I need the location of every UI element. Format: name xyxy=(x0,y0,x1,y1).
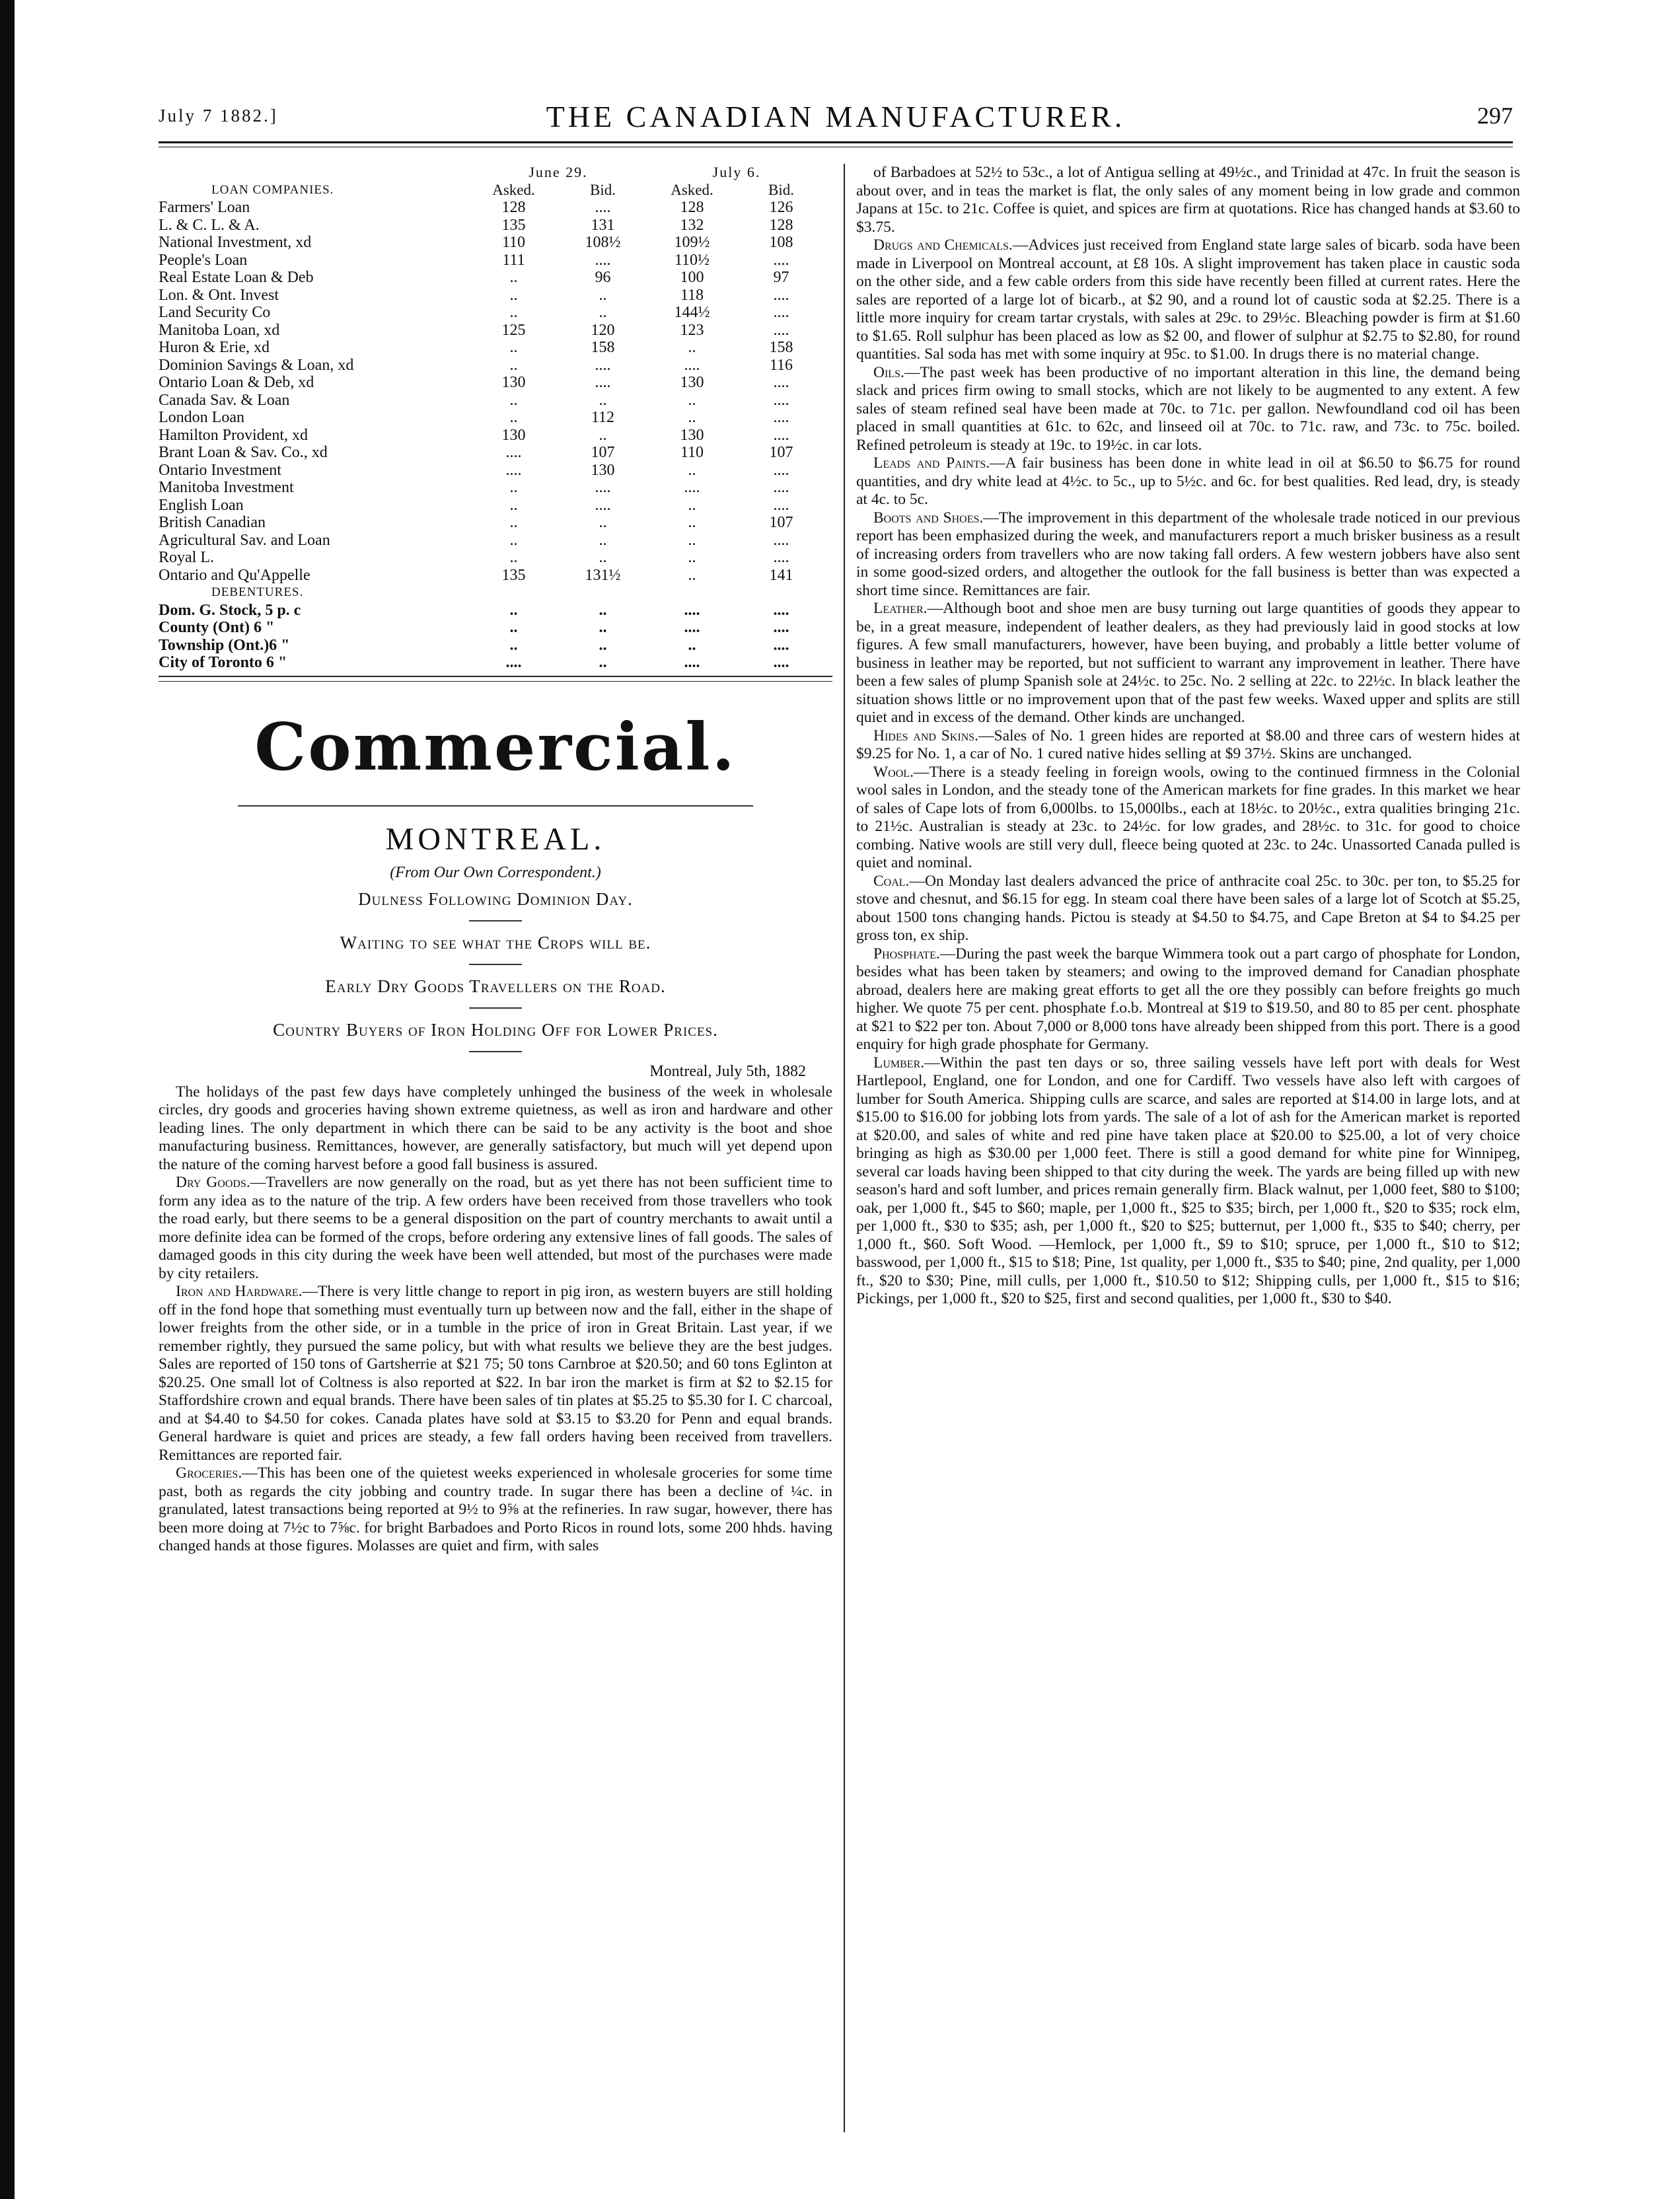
headline-rule xyxy=(469,1051,522,1052)
asked-value: .. xyxy=(509,531,518,549)
asked-value: .. xyxy=(509,601,518,619)
asked-value: .... xyxy=(505,444,522,461)
headline: Dulness Following Dominion Day. xyxy=(358,888,633,909)
table-row xyxy=(159,637,826,655)
asked-value: 144½ xyxy=(674,304,710,321)
asked-value: 110 xyxy=(680,444,704,461)
bid-value: .... xyxy=(773,479,789,496)
bid-value: .... xyxy=(773,426,789,444)
article-paragraph xyxy=(856,454,1520,509)
company-name: Land Security Co xyxy=(159,304,271,321)
table-row xyxy=(159,532,826,550)
article-paragraph xyxy=(856,364,1520,455)
paragraph-text: The holidays of the past few days have completely unhinged the business of the week in wholesale circles, dry goods and groceries having shown extreme quietness, as well as iron and hardware and other leading lines. The only department in which there can be said to be any activity is the boot and shoe manufacturing business. Remittances, however, are generally satisfactory, but much will yet depend upon the nature of the coming harvest before a good fall business is assured. xyxy=(159,1083,832,1173)
heading-rule xyxy=(238,805,753,807)
col-asked: Asked. xyxy=(671,181,713,198)
table-row xyxy=(159,514,826,532)
bid-value: .. xyxy=(599,654,607,671)
paragraph-text: —Although boot and shoe men are busy turning out large quantities of goods they appear to be, in a great measure, independent of leather dealers, as they had previously laid in good stocks at low figures. A few small manufacturers, however, have been buying, and probably a little better volume of business in leather may be reported, but not sufficient to warrant any improvement in leather. There have been a few sales of plump Spanish sole at 24½c. to 25c. No. 2 selling at 22c. to 22½c. In black leather the situation shows little or no improvement upon that of the past few weeks. Waxed upper and splits are still quiet and in excess of the demand. Other kinds are unchanged. xyxy=(856,600,1520,726)
right-column xyxy=(856,164,1520,2145)
bid-value: .... xyxy=(595,199,611,216)
asked-value: .... xyxy=(505,654,522,671)
table-row xyxy=(159,357,826,375)
company-name: Manitoba Investment xyxy=(159,479,294,496)
bid-value: 112 xyxy=(591,409,615,426)
bid-value: .. xyxy=(599,619,607,636)
bid-value: .... xyxy=(773,619,789,636)
asked-value: .. xyxy=(509,286,518,304)
column-divider xyxy=(844,164,845,2132)
asked-value: .. xyxy=(509,409,518,426)
bid-value: 107 xyxy=(769,444,793,461)
asked-value: 135 xyxy=(501,216,526,234)
debentures-label: DEBENTURES. xyxy=(211,585,304,599)
table-row xyxy=(159,549,826,567)
article-paragraph xyxy=(856,945,1520,1054)
bid-value: .... xyxy=(773,636,789,654)
page-header xyxy=(159,99,1513,133)
company-name: Ontario Investment xyxy=(159,461,281,479)
paragraph-text: —There is a steady feeling in foreign wools, owing to the continued firmness in the Colonial wool sales in London, and the steady tone of the American markets for fine grades. In this market we hear of sales of Cape lots of from 6,000lbs. to 15,000lbs., each at 18½c. to 20½c., extra qualities bringing 21c. to 21½c. Australian is steady at 23c. to 24½c. for low grades, and 28½c. to 31c. for good to choice combing. Native wools are still very dull, fleece being quoted at 23c. to 24c. Unassorted Canada pulled is quiet and nominal. xyxy=(856,763,1520,871)
table-end-rule-thin xyxy=(159,681,832,682)
asked-value: .. xyxy=(688,391,696,409)
bid-value: .. xyxy=(599,636,607,654)
asked-value: .. xyxy=(509,636,518,654)
issue-date: July 7 1882.] xyxy=(159,106,278,126)
table-row xyxy=(159,304,826,322)
asked-value: .. xyxy=(509,619,518,636)
company-name: Ontario Loan & Deb, xd xyxy=(159,374,314,391)
paragraph-lead: Drugs and Chemicals. xyxy=(873,236,1013,254)
table-row xyxy=(159,287,826,305)
company-name: County (Ont) 6 " xyxy=(159,619,275,636)
asked-value: 130 xyxy=(501,426,526,444)
headline-rule xyxy=(469,964,522,965)
col-bid: Bid. xyxy=(590,181,616,198)
article-paragraph xyxy=(856,236,1520,364)
bid-value: 120 xyxy=(591,321,615,339)
paragraph-lead: Hides and Skins. xyxy=(873,727,979,744)
company-name: Farmers' Loan xyxy=(159,199,250,216)
bid-value: 96 xyxy=(595,269,611,286)
company-name: Hamilton Provident, xd xyxy=(159,426,308,444)
asked-value: 111 xyxy=(502,251,525,269)
asked-value: 109½ xyxy=(674,234,710,251)
bid-value: .. xyxy=(599,549,607,566)
paragraph-lead: Boots and Shoes. xyxy=(873,509,984,526)
asked-value: 128 xyxy=(680,199,704,216)
asked-value: .. xyxy=(688,461,696,479)
table-row xyxy=(159,427,826,445)
bid-value: 116 xyxy=(769,356,793,374)
article-paragraph xyxy=(856,1054,1520,1309)
paragraph-lead: Phosphate. xyxy=(873,945,940,962)
asked-value: .. xyxy=(688,636,696,654)
table-row xyxy=(159,409,826,427)
asked-value: .. xyxy=(688,531,696,549)
paragraph-lead: Coal. xyxy=(873,872,910,890)
bid-value: .... xyxy=(773,304,789,321)
table-row xyxy=(159,619,826,637)
bid-value: 141 xyxy=(769,566,793,584)
headline-rule xyxy=(469,920,522,921)
asked-value: .. xyxy=(688,566,696,584)
asked-value: .... xyxy=(684,654,700,671)
date-column-2: July 6. xyxy=(712,164,761,180)
bid-value: .. xyxy=(599,304,607,321)
asked-value: .. xyxy=(509,269,518,286)
asked-value: .. xyxy=(509,549,518,566)
bid-value: .... xyxy=(595,374,611,391)
city-heading: MONTREAL. xyxy=(385,821,606,857)
asked-value: 123 xyxy=(680,321,704,339)
company-name: City of Toronto 6 " xyxy=(159,654,287,671)
company-name: National Investment, xd xyxy=(159,234,312,251)
bid-value: .... xyxy=(773,654,789,671)
company-name: Royal L. xyxy=(159,549,214,566)
bid-value: 97 xyxy=(773,269,789,286)
bid-value: .. xyxy=(599,391,607,409)
bid-value: .... xyxy=(595,479,611,496)
bid-value: .... xyxy=(773,251,789,269)
bid-value: .... xyxy=(773,286,789,304)
asked-value: .... xyxy=(684,356,700,374)
paragraph-text: —There is very little change to report in pig iron, as western buyers are still holding off in the fond hope that something must eventually turn up between now and the fall, either in the shape of lower freights from the other side, or in a tumble in the price of iron in Great Britain. Last year, if we remember rightly, they pursued the same policy, but with what results we believe they are the best judges. Sales are reported of 150 tons of Gartsherrie at $21 75; 50 tons Carnbroe at $20.50; and 60 tons Eglinton at $20.25. One small lot of Coltness is also reported at $22. In bar iron the market is firm at $2 to $2.15 for Staffordshire crown and equal brands. There have been sales of tin plates at $5.25 to $5.30 for I. C charcoal, and at $4.40 to $4.50 for cokes. Canada plates have sold at $3.15 to $3.20 for Penn and equal brands. General hardware is quiet and prices are steady, a few fall orders having been received from travellers. Remittances are reported fair. xyxy=(159,1283,832,1464)
bid-value: .... xyxy=(773,409,789,426)
asked-value: 125 xyxy=(501,321,526,339)
headline-rule xyxy=(469,1007,522,1009)
table-row xyxy=(159,252,826,270)
article-paragraph xyxy=(856,727,1520,764)
table-row xyxy=(159,339,826,357)
bid-value: .... xyxy=(773,391,789,409)
table-row xyxy=(159,374,826,392)
loan-companies-table xyxy=(159,164,826,672)
asked-value: 130 xyxy=(680,374,704,391)
asked-value: 118 xyxy=(680,286,704,304)
bid-value: 158 xyxy=(591,339,615,356)
article-paragraph xyxy=(159,1464,832,1556)
asked-value: 110½ xyxy=(674,251,710,269)
asked-value: 110 xyxy=(501,234,526,251)
asked-value: .. xyxy=(688,549,696,566)
paragraph-lead: Leads and Paints. xyxy=(873,454,990,472)
dateline: Montreal, July 5th, 1882 xyxy=(649,1062,806,1080)
table-row xyxy=(159,322,826,340)
asked-value: 132 xyxy=(680,216,704,234)
bid-value: .... xyxy=(773,321,789,339)
paragraph-text: of Barbadoes at 52½ to 53c., a lot of Antigua selling at 49½c., and Trinidad at 47c. In fruit the season is about over, and in teas the market is flat, the only sales of any moment being in low grade and common Japans at 15c. to 21c. Coffee is quiet, and spices are firm at quotations. Rice has changed hands at $3.60 to $3.75. xyxy=(856,164,1520,236)
bid-value: .. xyxy=(599,531,607,549)
table-row xyxy=(159,654,826,672)
asked-value: .. xyxy=(688,514,696,531)
table-row xyxy=(159,217,826,234)
asked-value: .. xyxy=(509,339,518,356)
paragraph-text: —Travellers are now generally on the road, but as yet there has not been sufficient time to form any idea as to the nature of the trip. A few orders have been received from those travellers who took the road early, but there seems to be a general disposition on the part of country merchants to await until a more definite idea can be formed of the crops, before ordering any extensive lines of fall goods. The sales of damaged goods in this city during the week have been well attended, but most of the purchases were made by city retailers. xyxy=(159,1174,832,1282)
bid-value: 130 xyxy=(591,461,615,479)
asked-value: .. xyxy=(509,356,518,374)
journal-title: THE CANADIAN MANUFACTURER. xyxy=(546,100,1126,133)
paragraph-lead: Wool. xyxy=(873,763,914,781)
right-article-body xyxy=(856,164,1520,1309)
company-name: Manitoba Loan, xd xyxy=(159,321,280,339)
company-name: Dom. G. Stock, 5 p. c xyxy=(159,601,301,619)
article-paragraph xyxy=(856,164,1520,236)
asked-value: 128 xyxy=(501,199,526,216)
paragraph-lead: Leather. xyxy=(873,600,928,617)
paragraph-text: —The improvement in this department of the wholesale trade noticed in our previous report has been emphasized during the week, and manufacturers report a much brisker business as a result of increasing orders from travellers who are now taking fall orders. A few western jobbers have also sent in some good-sized orders, and altogether the outlook for the fall business is better than was expected a short time since. Remittances are fair. xyxy=(856,509,1520,599)
bid-value: 128 xyxy=(769,216,793,234)
table-row xyxy=(159,497,826,515)
bid-value: 107 xyxy=(591,444,615,461)
table-row xyxy=(159,199,826,217)
asked-value: .... xyxy=(505,461,522,479)
paragraph-lead: Iron and Hardware. xyxy=(176,1283,303,1300)
bid-value: 108½ xyxy=(585,234,621,251)
left-article-body xyxy=(159,1083,832,1556)
bid-value: 131 xyxy=(591,216,615,234)
paragraph-text: —The past week has been productive of no important alteration in this line, the demand being slack and prices firm owing to small stocks, which are not likely to be augmented to any extent. A few sales of steam refined seal have been made at 70c. to 71c. per gallon. Newfoundland cod oil has been placed in small quantities at 61c. to 62c, and linseed oil at 70c. to 71c. raw, and 73c. to 75c. boiled. Refined petroleum is steady at 19c. to 19½c. in car lots. xyxy=(856,363,1520,454)
paragraph-text: —Advices just received from England state large sales of bicarb. soda have been made in Liverpool on Montreal account, at £8 10s. A slight improvement has taken place in caustic soda on the other side, and a few cable orders from this side have recently been filled at current rates. Here the sales are reported of a large lot of bicarb., at $2 90, and a round lot of caustic soda at $2.25. There is a little more inquiry for cream tartar crystals, with sales at 29c. to 29½c. Bleaching powder is firm at $1.60 to $1.65. Roll sulphur has been placed as low as $2 00, and flower of sulphur at $2.75 to $2.80, for round quantities. Sal soda has met with some inquiry at 95c. to $1.00. In drugs there is no material change. xyxy=(856,236,1520,363)
table-row xyxy=(159,234,826,252)
article-paragraph xyxy=(856,509,1520,600)
paragraph-lead: Lumber. xyxy=(873,1054,925,1071)
col-bid: Bid. xyxy=(768,181,794,198)
asked-value: .... xyxy=(684,479,700,496)
company-name: Dominion Savings & Loan, xd xyxy=(159,356,354,374)
bid-value: .. xyxy=(599,601,607,619)
article-paragraph xyxy=(159,1174,832,1283)
company-name: English Loan xyxy=(159,496,244,514)
asked-value: .. xyxy=(509,479,518,496)
paragraph-text: —During the past week the barque Wimmera took out a part cargo of phosphate for London, besides what has been taken by steamers; and owing to the improved demand for Canadian phosphate abroad, dealers here are making great efforts to get all the ore they possibly can before freights go much higher. We quote 75 per cent. phosphate f.o.b. Montreal at $19 to $19.50, and 80 to 85 per cent. phosphate at $21 to $22 per ton. About 7,000 or 8,000 tons have already been shipped from this port. There is a good enquiry for high grade phosphate for Germany. xyxy=(856,945,1520,1053)
table-row xyxy=(159,479,826,497)
bid-value: .... xyxy=(595,356,611,374)
asked-value: 130 xyxy=(501,374,526,391)
table-row xyxy=(159,444,826,462)
company-name: Canada Sav. & Loan xyxy=(159,391,290,409)
date-column-1: June 29. xyxy=(529,164,588,180)
table-row xyxy=(159,462,826,480)
table-row xyxy=(159,602,826,620)
asked-value: 135 xyxy=(501,566,526,584)
paragraph-lead: Dry Goods. xyxy=(176,1174,250,1191)
company-name: L. & C. L. & A. xyxy=(159,216,260,234)
bid-value: 158 xyxy=(769,339,793,356)
bid-value: .... xyxy=(595,251,611,269)
table-row xyxy=(159,567,826,585)
table-row xyxy=(159,392,826,410)
company-name: London Loan xyxy=(159,409,244,426)
binding-edge xyxy=(0,0,15,2199)
bid-value: 108 xyxy=(769,234,793,251)
bid-value: .... xyxy=(773,461,789,479)
paragraph-lead: Groceries. xyxy=(176,1464,242,1482)
left-column xyxy=(159,164,832,2145)
table-end-rule xyxy=(159,676,832,677)
bid-value: .... xyxy=(595,496,611,514)
bid-value: .... xyxy=(773,374,789,391)
asked-value: .. xyxy=(509,496,518,514)
asked-value: .. xyxy=(509,514,518,531)
section-heading: Commercial. xyxy=(254,709,737,785)
bid-value: .. xyxy=(599,286,607,304)
page-number: 297 xyxy=(1477,102,1513,129)
asked-value: 130 xyxy=(680,426,704,444)
company-name: Lon. & Ont. Invest xyxy=(159,286,279,304)
paragraph-text: —On Monday last dealers advanced the price of anthracite coal 25c. to 30c. per ton, to $5.25 for stove and chesnut, and $6.15 for egg. In steam coal there have been sales of a large lot of Scotch at $5.25, about 1500 tons changing hands. Pictou is steady at $4.50 to $4.75, and Cape Breton at $4 to $4.25 per gross ton, ex ship. xyxy=(856,872,1520,944)
bid-value: .... xyxy=(773,531,789,549)
paragraph-text: —Within the past ten days or so, three sailing vessels have left port with deals for West Hartlepool, England, one for London, and one for Cardiff. Two vessels have also left with cargoes of lumber for South America. Shipping culls are scarce, and sales are reported at $14.00 in large lots, and at $15.00 to $16.00 for jobbing lots from yards. The sale of a lot of ash for the American market is reported at $20.00, and sales of white and red pine have taken place at $20.00 to $25.00, a lot of very choice bringing as high as $30.00 per 1,000 feet. There is still a good demand for white pine for Winnipeg, several car loads having been shipped to that city during the week. The yards are being filled up with new season's hard and soft lumber, and prices remain generally firm. Black walnut, per 1,000 feet, $80 to $100; oak, per 1,000 ft., $45 to $60; maple, per 1,000 ft., $25 to $35; birch, per 1,000 ft., $20 to $35; rock elm, per 1,000 ft., $30 to $35; ash, per 1,000 ft., $20 to $25; butternut, per 1,000 ft., $35 to $40; cherry, per 1,000 ft., $60. Soft Wood. —Hemlock, per 1,000 ft., $9 to $10; spruce, per 1,000 ft., $10 to $12; basswood, per 1,000 ft., $15 to $18; Pine, 1st quality, per 1,000 ft., $35 to $40; pine, 2nd quality, per 1,000 ft., $20 to $30; Pine, mill culls, per 1,000 ft., $10.50 to $12; Shipping culls, per 1,000 ft., $15 to $16; Pickings, per 1,000 ft., $20 to $25, first and second qualities, per 1,000 ft., $30 to $40. xyxy=(856,1054,1520,1307)
paragraph-text: —Sales of No. 1 green hides are reported at $8.00 and three cars of western hides at $9.25 for No. 1, a car of No. 1 cured native hides selling at $9 37½. Skins are unchanged. xyxy=(856,727,1520,762)
article-paragraph xyxy=(856,873,1520,945)
headline: Waiting to see what the Crops will be. xyxy=(340,932,651,953)
company-name: People's Loan xyxy=(159,251,248,269)
headline: Early Dry Goods Travellers on the Road. xyxy=(325,976,666,996)
article-paragraph xyxy=(159,1283,832,1464)
paragraph-lead: Oils. xyxy=(873,363,904,381)
asked-value: .... xyxy=(684,619,700,636)
paragraph-text: —A fair business has been done in white lead in oil at $6.50 to $6.75 for round quantities, and dry white lead at 4½c. to 5c., up to 5½c. and 6c. for best qualities. Red lead, dry, is steady at 4c. to 5c. xyxy=(856,454,1520,508)
article-paragraph xyxy=(856,600,1520,727)
article-paragraph xyxy=(856,764,1520,873)
bid-value: .. xyxy=(599,426,607,444)
col-asked: Asked. xyxy=(492,181,535,198)
bid-value: 107 xyxy=(769,514,793,531)
headline: Country Buyers of Iron Holding Off for Lower Prices. xyxy=(273,1019,718,1040)
asked-value: 100 xyxy=(680,269,704,286)
asked-value: .. xyxy=(688,339,696,356)
table-row xyxy=(159,269,826,287)
company-name: Agricultural Sav. and Loan xyxy=(159,531,330,549)
company-name: Huron & Erie, xd xyxy=(159,339,270,356)
company-name: Township (Ont.)6 " xyxy=(159,636,290,654)
bid-value: 126 xyxy=(769,199,793,216)
header-rule xyxy=(159,141,1513,143)
paragraph-text: —This has been one of the quietest weeks experienced in wholesale groceries for some time past, both as regards the city jobbing and country trade. In sugar there has been a decline of ¼c. in granulated, latest transactions being reported at 9½ to 9⅝ at the refineries. In raw sugar, however, there has been more doing at 7½c to 7⅝c. for bright Barbadoes and Porto Ricos in round lots, some 200 hhds. having changed hands at those figures. Molasses are quiet and firm, with sales xyxy=(159,1464,832,1554)
bid-value: .... xyxy=(773,601,789,619)
asked-value: .. xyxy=(509,304,518,321)
asked-value: .. xyxy=(688,409,696,426)
asked-value: .. xyxy=(509,391,518,409)
bid-value: .. xyxy=(599,514,607,531)
asked-value: .. xyxy=(688,496,696,514)
bid-value: .... xyxy=(773,549,789,566)
company-name: Real Estate Loan & Deb xyxy=(159,269,314,286)
company-name: British Canadian xyxy=(159,514,266,531)
article-paragraph xyxy=(159,1083,832,1174)
bid-value: 131½ xyxy=(585,566,621,584)
company-name: Ontario and Qu'Appelle xyxy=(159,566,310,584)
bid-value: .... xyxy=(773,496,789,514)
section-label: LOAN COMPANIES. xyxy=(211,182,334,197)
company-name: Brant Loan & Sav. Co., xd xyxy=(159,444,328,461)
byline: (From Our Own Correspondent.) xyxy=(390,863,601,881)
asked-value: .... xyxy=(684,601,700,619)
